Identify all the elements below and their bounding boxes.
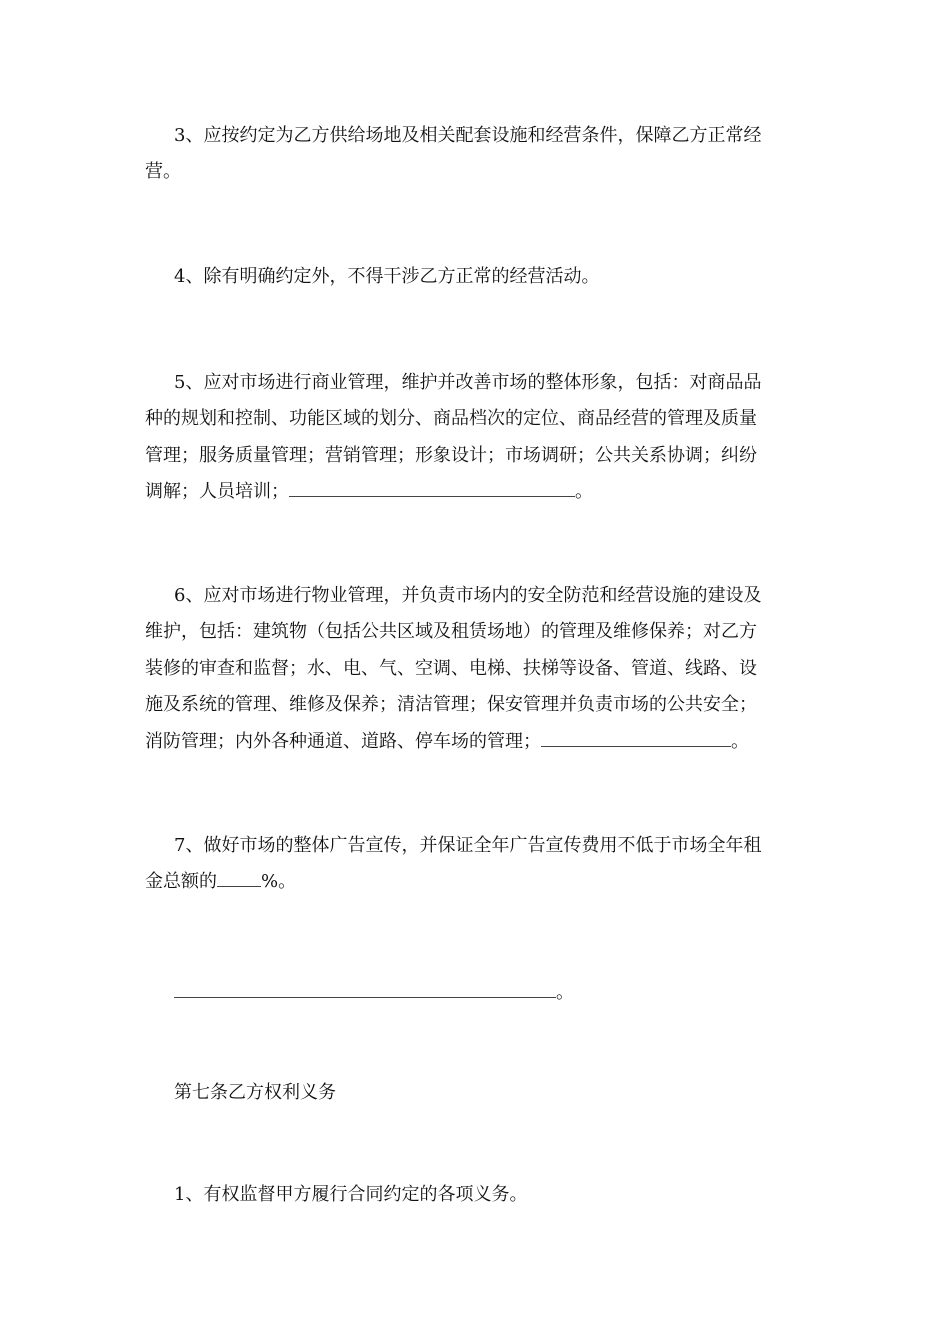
fill-in-blank xyxy=(289,482,575,497)
clause-3 xyxy=(145,118,805,191)
clause-6-line-5-end: 。 xyxy=(731,730,749,752)
blank-clause-line xyxy=(145,975,805,1011)
blank-clause xyxy=(145,975,805,1011)
blank-clause-end: 。 xyxy=(556,982,574,1003)
clause-6-line-4: 施及系统的管理、维修及保养；清洁管理；保安管理并负责市场的公共安全； xyxy=(145,694,757,716)
clause-5-line-3: 管理；服务质量管理；营销管理；形象设计；市场调研；公共关系协调；纠纷 xyxy=(145,444,757,466)
fill-in-blank xyxy=(541,732,731,747)
clause-6 xyxy=(145,578,805,760)
clause-7-line-2-text: 金总额的 xyxy=(145,871,217,893)
clause-6-line-3: 装修的审查和监督；水、电、气、空调、电梯、扶梯等设备、管道、线路、设 xyxy=(145,657,757,679)
article-7-clause-1-line-1: 1、有权监督甲方履行合同约定的各项义务。 xyxy=(174,1184,528,1205)
clause-4 xyxy=(145,259,805,295)
clause-7 xyxy=(145,828,805,901)
fill-in-blank xyxy=(174,983,556,998)
clause-3-line-2: 营。 xyxy=(145,161,181,183)
clause-6-line-1: 6、应对市场进行物业管理，并负责市场内的安全防范和经营设施的建设及 xyxy=(174,585,762,606)
clause-5-line-1: 5、应对市场进行商业管理，维护并改善市场的整体形象，包括：对商品品 xyxy=(174,372,762,393)
article-7-heading xyxy=(145,1075,805,1111)
clause-5-line-4 xyxy=(145,474,805,510)
percent-blank xyxy=(217,872,261,887)
clause-5-line-4-text: 调解；人员培训； xyxy=(145,481,289,503)
clause-6-line-5-text: 消防管理；内外各种通道、道路、停车场的管理； xyxy=(145,730,541,752)
clause-3-line-1: 3、应按约定为乙方供给场地及相关配套设施和经营条件，保障乙方正常经 xyxy=(174,125,762,146)
clause-7-line-2 xyxy=(145,864,805,900)
clause-6-line-5 xyxy=(145,724,805,760)
clause-7-line-2-end: %。 xyxy=(261,871,297,893)
clause-4-line-1: 4、除有明确约定外，不得干涉乙方正常的经营活动。 xyxy=(174,266,600,287)
clause-7-line-1: 7、做好市场的整体广告宣传，并保证全年广告宣传费用不低于市场全年租 xyxy=(174,835,762,856)
clause-5-line-2: 种的规划和控制、功能区域的划分、商品档次的定位、商品经营的管理及质量 xyxy=(145,408,757,430)
article-7-clause-1 xyxy=(145,1177,805,1213)
clause-5 xyxy=(145,365,805,511)
clause-6-line-2: 维护，包括：建筑物（包括公共区域及租赁场地）的管理及维修保养；对乙方 xyxy=(145,621,757,643)
article-7-title: 第七条乙方权利义务 xyxy=(174,1082,336,1103)
clause-5-line-4-end: 。 xyxy=(575,481,593,503)
